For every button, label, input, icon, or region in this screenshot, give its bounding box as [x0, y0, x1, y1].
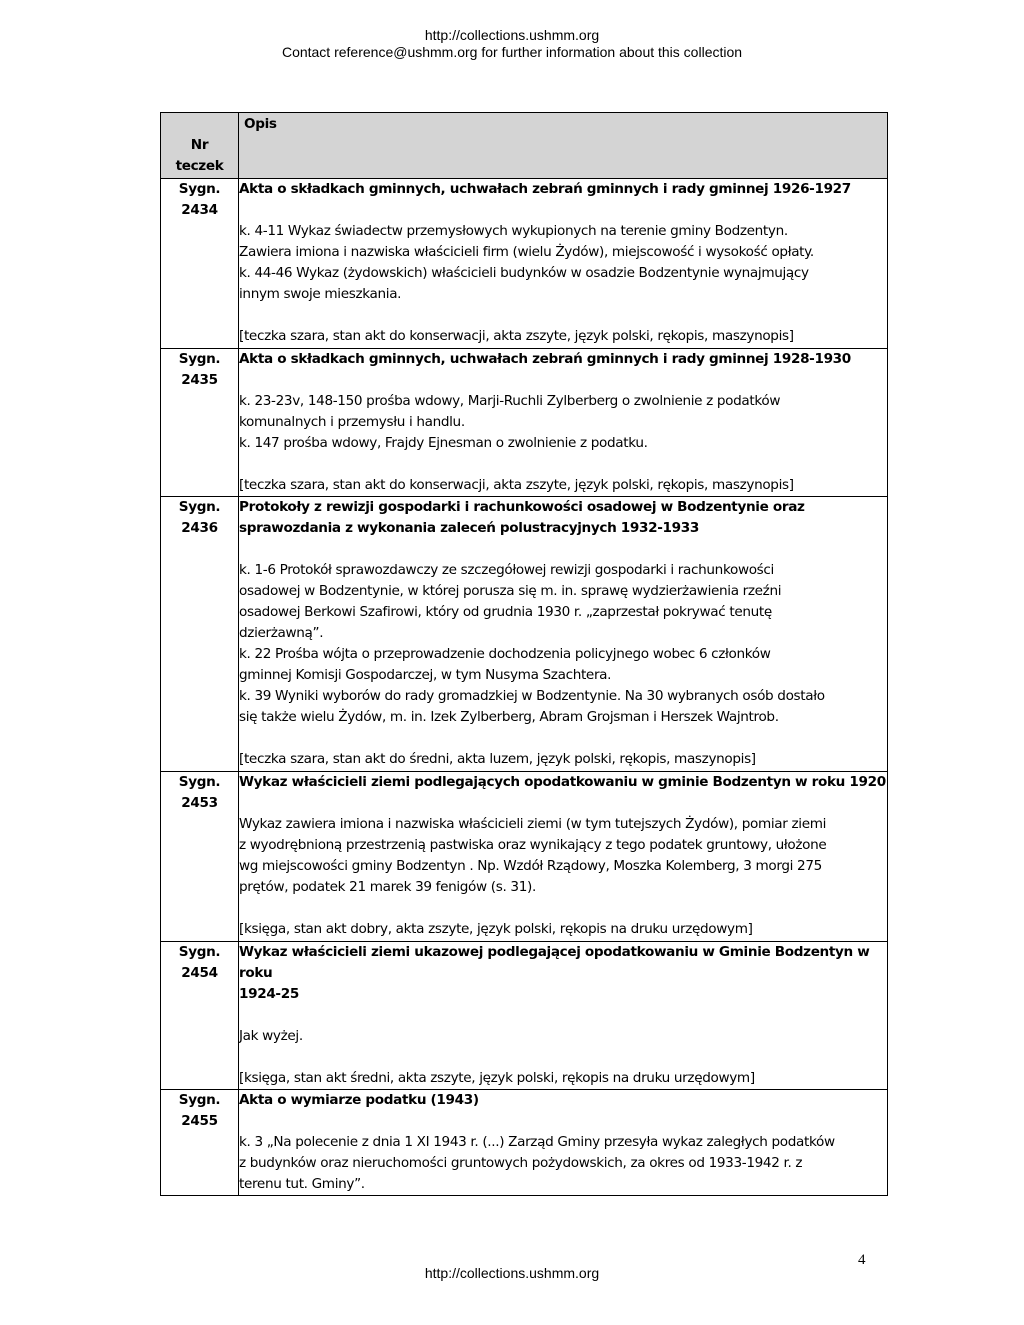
col-header-teczek: teczek [175, 158, 224, 174]
description-cell [239, 179, 888, 349]
record-line: osadowej Berkowi Szafirowi, który od grudnia 1930 r. „zaprzestał pokrywać tenutę [239, 604, 772, 620]
header-url: http://collections.ushmm.org [424, 27, 600, 43]
table-row [161, 772, 888, 942]
signature-number: 2455 [181, 1113, 218, 1129]
description-cell [239, 1090, 888, 1196]
record-line: k. 23-23v, 148-150 prośba wdowy, Marji-Ruchli Zylberberg o zwolnienie z podatków [239, 393, 781, 409]
inventory-table [160, 112, 888, 1196]
signature-cell [161, 349, 239, 497]
record-line: k. 147 prośba wdowy, Frajdy Ejnesman o zwolnienie z podatku. [239, 435, 648, 451]
signature-label: Sygn. [178, 944, 221, 960]
record-line: innym swoje mieszkania. [239, 286, 402, 302]
record-line: Wykaz zawiera imiona i nazwiska właścicieli ziemi (w tym tutejszych Żydów), pomiar ziemi [239, 816, 827, 832]
description-cell [239, 772, 888, 942]
record-line: k. 39 Wyniki wyborów do rady gromadzkiej w Bodzentynie. Na 30 wybranych osób dostało [239, 688, 825, 704]
record-line: się także wielu Żydów, m. in. Izek Zylberberg, Abram Grojsman i Herszek Wajntrob. [239, 709, 779, 725]
table-row [161, 349, 888, 497]
page-number: 4 [858, 1252, 866, 1268]
signature-number: 2453 [181, 795, 218, 811]
record-title: sprawozdania z wykonania zaleceń polustracyjnych 1932-1933 [239, 520, 699, 536]
table-row [161, 942, 888, 1090]
table-row [161, 1090, 888, 1196]
record-title: Akta o wymiarze podatku (1943) [239, 1092, 479, 1108]
signature-number: 2435 [181, 372, 218, 388]
record-title: 1924-25 [239, 986, 299, 1002]
signature-number: 2436 [181, 520, 218, 536]
record-line: gminnej Komisji Gospodarczej, w tym Nusyma Szachtera. [239, 667, 612, 683]
table-row [161, 179, 888, 349]
record-line: k. 3 „Na polecenie z dnia 1 XI 1943 r. (...) Zarząd Gminy przesyła wykaz zaległych podatków [239, 1134, 835, 1150]
record-line: k. 22 Prośba wójta o przeprowadzenie dochodzenia policyjnego wobec 6 członków [239, 646, 771, 662]
footer-url: http://collections.ushmm.org [424, 1265, 600, 1281]
record-note: [księga, stan akt dobry, akta zszyte, język polski, rękopis na druku urzędowym] [239, 921, 753, 937]
signature-label: Sygn. [178, 1092, 221, 1108]
description-cell [239, 497, 888, 772]
description-cell [239, 349, 888, 497]
signature-number: 2434 [181, 202, 218, 218]
signature-cell [161, 179, 239, 349]
record-line: prętów, podatek 21 marek 39 fenigów (s. 31). [239, 879, 536, 895]
signature-label: Sygn. [178, 351, 221, 367]
signature-label: Sygn. [178, 774, 221, 790]
record-note: [teczka szara, stan akt do konserwacji, akta zszyte, język polski, rękopis, maszynopis] [239, 477, 794, 493]
record-title: Wykaz właścicieli ziemi ukazowej podlegającej opodatkowaniu w Gminie Bodzentyn w roku [239, 944, 870, 981]
record-line: dzierżawną”. [239, 625, 324, 641]
signature-cell [161, 1090, 239, 1196]
record-line: k. 44-46 Wykaz (żydowskich) właścicieli budynków w osadzie Bodzentynie wynajmujący [239, 265, 809, 281]
record-line: osadowej w Bodzentynie, w której porusza się m. in. sprawę wydzierżawienia rzeźni [239, 583, 782, 599]
record-note: [teczka szara, stan akt do konserwacji, akta zszyte, język polski, rękopis, maszynopis] [239, 328, 794, 344]
record-line: k. 1-6 Protokół sprawozdawczy ze szczegółowej rewizji gospodarki i rachunkowości [239, 562, 774, 578]
col-header-opis: Opis [239, 113, 888, 179]
record-title: Akta o składkach gminnych, uchwałach zebrań gminnych i rady gminnej 1926-1927 [239, 181, 851, 197]
record-note: [teczka szara, stan akt do średni, akta luzem, język polski, rękopis, maszynopis] [239, 751, 756, 767]
table-header-row [161, 113, 888, 179]
record-title: Protokoły z rewizji gospodarki i rachunkowości osadowej w Bodzentynie oraz [239, 499, 805, 515]
signature-cell [161, 772, 239, 942]
record-line: z budynków oraz nieruchomości gruntowych pożydowskich, za okres od 1933-1942 r. z [239, 1155, 803, 1171]
header-contact-note: Contact reference@ushmm.org for further information about this collection [281, 44, 743, 60]
signature-label: Sygn. [178, 181, 221, 197]
record-line: terenu tut. Gminy”. [239, 1176, 365, 1192]
record-title: Akta o składkach gminnych, uchwałach zebrań gminnych i rady gminnej 1928-1930 [239, 351, 851, 367]
description-cell [239, 942, 888, 1090]
col-header-nr-teczek [161, 113, 239, 179]
signature-cell [161, 497, 239, 772]
record-line: Jak wyżej. [239, 1028, 303, 1044]
record-line: komunalnych i przemysłu i handlu. [239, 414, 465, 430]
signature-cell [161, 942, 239, 1090]
record-line: z wyodrębnioną przestrzenią pastwiska oraz wynikający z tego podatek gruntowy, ułożone [239, 837, 827, 853]
record-line: Zawiera imiona i nazwiska właścicieli firm (wielu Żydów), miejscowość i wysokość opłaty. [239, 244, 814, 260]
record-title: Wykaz właścicieli ziemi podlegających opodatkowaniu w gminie Bodzentyn w roku 1920 [239, 774, 886, 790]
table-row [161, 497, 888, 772]
record-line: k. 4-11 Wykaz świadectw przemysłowych wykupionych na terenie gminy Bodzentyn. [239, 223, 788, 239]
signature-number: 2454 [181, 965, 218, 981]
col-header-nr: Nr [190, 137, 209, 153]
record-line: wg miejscowości gminy Bodzentyn . Np. Wzdół Rządowy, Moszka Kolemberg, 3 morgi 275 [239, 858, 822, 874]
signature-label: Sygn. [178, 499, 221, 515]
record-note: [księga, stan akt średni, akta zszyte, język polski, rękopis na druku urzędowym] [239, 1070, 755, 1086]
